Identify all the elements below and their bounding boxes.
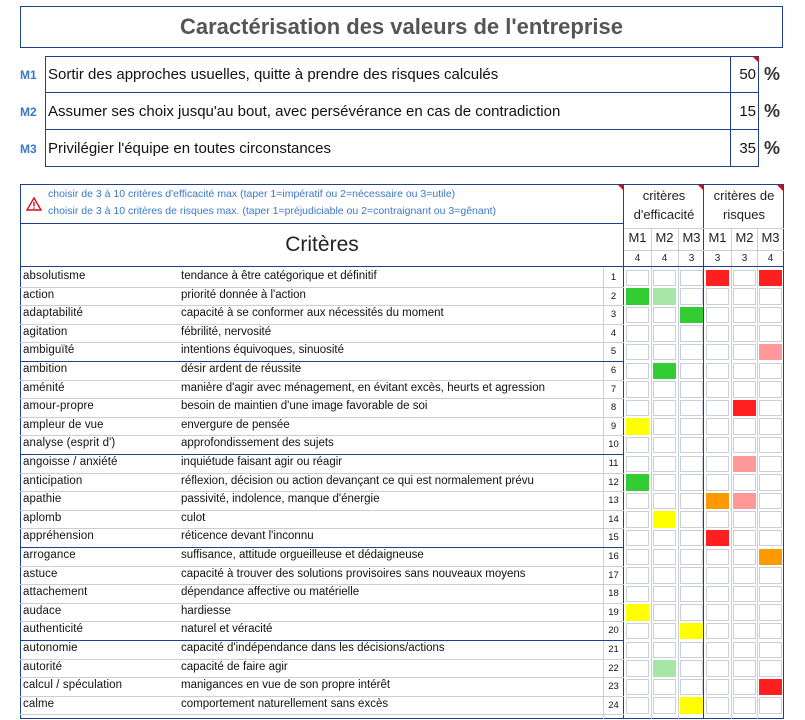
score-cell-r6-c4[interactable] <box>706 363 729 380</box>
score-cell-r9-c1[interactable] <box>626 418 649 435</box>
score-cell-r13-c1[interactable] <box>626 493 649 510</box>
score-cell-r7-c3[interactable] <box>680 381 703 398</box>
score-cell-r22-c3[interactable] <box>680 660 703 677</box>
criterion-description: priorité donnée à l'action <box>181 288 306 301</box>
criterion-description: capacité de faire agir <box>181 660 288 673</box>
score-cell-r9-c4[interactable] <box>706 418 729 435</box>
criterion-name: ambiguïté <box>23 344 75 357</box>
criterion-number: 13 <box>608 495 619 507</box>
score-cell-r4-c5[interactable] <box>733 325 756 342</box>
score-cell-r18-c4[interactable] <box>706 586 729 603</box>
value-row-m2 <box>20 93 783 130</box>
criterion-description: hardiesse <box>181 604 231 617</box>
score-cell-r22-c1[interactable] <box>626 660 649 677</box>
criterion-name: ambition <box>23 363 68 375</box>
column-code-4: M1 <box>708 230 727 245</box>
row-divider <box>20 435 624 436</box>
row-divider <box>20 380 624 381</box>
criterion-name: calme <box>23 697 55 710</box>
criterion-name: agitation <box>23 325 68 338</box>
score-cell-r24-c4[interactable] <box>706 697 729 714</box>
value-unit: % <box>763 101 780 121</box>
criterion-name: adaptabilité <box>23 307 84 320</box>
criterion-number: 2 <box>610 290 617 302</box>
score-cell-r15-c4[interactable] <box>706 530 729 547</box>
score-cell-r18-c3[interactable] <box>680 586 703 603</box>
score-cell-r22-c6[interactable] <box>759 660 782 677</box>
score-cell-r24-c5[interactable] <box>733 697 756 714</box>
row-divider <box>20 491 624 492</box>
criterion-number: 23 <box>608 681 619 693</box>
score-cell-r22-c5[interactable] <box>733 660 756 677</box>
divider <box>623 184 624 719</box>
column-count-6: 4 <box>767 253 774 264</box>
score-cell-r15-c6[interactable] <box>759 530 782 547</box>
score-cell-r7-c4[interactable] <box>706 381 729 398</box>
criterion-number: 12 <box>608 476 619 488</box>
score-cell-r6-c6[interactable] <box>759 363 782 380</box>
score-cell-r4-c2[interactable] <box>653 325 676 342</box>
criterion-number: 14 <box>608 513 619 525</box>
instruction-efficacite: choisir de 3 à 10 critères d'efficacité max (taper 1=impératif ou 2=nécessaire ou 3=utile) <box>48 188 456 200</box>
score-cell-r6-c2[interactable] <box>653 363 676 380</box>
score-cell-r10-c6[interactable] <box>759 437 782 454</box>
value-percent-field[interactable]: 50 <box>731 56 759 93</box>
warning-icon <box>26 197 42 211</box>
score-cell-r23-c6[interactable] <box>759 679 782 696</box>
score-cell-r16-c5[interactable] <box>733 549 756 566</box>
score-cell-r14-c5[interactable] <box>733 511 756 528</box>
criterion-number: 5 <box>610 346 617 358</box>
score-cell-r11-c1[interactable] <box>626 456 649 473</box>
score-cell-r23-c3[interactable] <box>680 679 703 696</box>
score-cell-r13-c6[interactable] <box>759 493 782 510</box>
criterion-description: dépendance affective ou matérielle <box>181 586 360 599</box>
score-cell-r16-c1[interactable] <box>626 549 649 566</box>
score-cell-r14-c4[interactable] <box>706 511 729 528</box>
criterion-name: analyse (esprit d') <box>23 437 116 450</box>
score-cell-r18-c1[interactable] <box>626 586 649 603</box>
value-unit: % <box>763 138 780 158</box>
comment-marker-icon <box>777 185 783 191</box>
criterion-number: 18 <box>608 588 619 600</box>
score-cell-r6-c1[interactable] <box>626 363 649 380</box>
criterion-number: 9 <box>610 420 617 432</box>
score-cell-r2-c6[interactable] <box>759 288 782 305</box>
criterion-number: 19 <box>608 606 619 618</box>
score-cell-r19-c5[interactable] <box>733 604 756 621</box>
score-cell-r7-c2[interactable] <box>653 381 676 398</box>
criterion-description: manigances en vue de son propre intérêt <box>181 679 391 692</box>
criterion-description: suffisance, attitude orgueilleuse et dédaigneuse <box>181 549 424 561</box>
criterion-description: réflexion, décision ou action devançant ce qui est normalement prévu <box>181 474 534 487</box>
score-cell-r21-c4[interactable] <box>706 642 729 659</box>
row-divider <box>20 361 624 362</box>
criterion-description: capacité à se conformer aux nécessités du moment <box>181 307 444 320</box>
score-cell-r2-c1[interactable] <box>626 288 649 305</box>
value-text-field[interactable]: Assumer ses choix jusqu'au bout, avec persévérance en cas de contradiction <box>45 93 731 130</box>
criterion-name: apathie <box>23 493 62 506</box>
score-cell-r2-c5[interactable] <box>733 288 756 305</box>
score-cell-r1-c3[interactable] <box>680 270 703 287</box>
score-cell-r1-c6[interactable] <box>759 270 782 287</box>
score-cell-r14-c1[interactable] <box>626 511 649 528</box>
score-cell-r18-c2[interactable] <box>653 586 676 603</box>
score-cell-r14-c6[interactable] <box>759 511 782 528</box>
grid-line <box>624 250 784 251</box>
score-cell-r23-c4[interactable] <box>706 679 729 696</box>
score-cell-r12-c2[interactable] <box>653 474 676 491</box>
column-count-4: 3 <box>714 253 721 264</box>
criterion-description: naturel et véracité <box>181 623 273 636</box>
divider <box>20 223 624 224</box>
criteria-header: Critères <box>285 233 359 256</box>
criterion-description: capacité d'indépendance dans les décisions/actions <box>181 642 445 654</box>
score-cell-r8-c4[interactable] <box>706 400 729 417</box>
score-cell-r12-c6[interactable] <box>759 474 782 491</box>
value-percent-field[interactable]: 35 <box>731 130 759 167</box>
score-cell-r8-c2[interactable] <box>653 400 676 417</box>
group-header-risques: critères de risques <box>713 188 775 222</box>
score-cell-r9-c3[interactable] <box>680 418 703 435</box>
instructions-box <box>22 186 622 222</box>
grid-line <box>731 228 732 719</box>
criterion-description: besoin de maintien d'une image favorable de soi <box>181 400 428 413</box>
score-cell-r2-c3[interactable] <box>680 288 703 305</box>
criterion-name: amour-propre <box>23 400 94 413</box>
score-cell-r8-c5[interactable] <box>733 400 756 417</box>
score-cell-r7-c5[interactable] <box>733 381 756 398</box>
score-cell-r13-c2[interactable] <box>653 493 676 510</box>
criterion-name: astuce <box>23 567 58 580</box>
criterion-description: envergure de pensée <box>181 418 290 431</box>
score-cell-r19-c6[interactable] <box>759 604 782 621</box>
criterion-description: tendance à être catégorique et définitif <box>181 270 377 282</box>
score-cell-r23-c1[interactable] <box>626 679 649 696</box>
score-cell-r20-c1[interactable] <box>626 623 649 640</box>
criterion-number: 8 <box>610 402 617 414</box>
score-cell-r16-c4[interactable] <box>706 549 729 566</box>
grid-line <box>651 228 652 719</box>
row-divider <box>20 417 624 418</box>
grid-line <box>757 228 758 719</box>
score-cell-r22-c4[interactable] <box>706 660 729 677</box>
row-divider <box>20 287 624 288</box>
score-cell-r7-c6[interactable] <box>759 381 782 398</box>
criterion-name: action <box>23 288 55 301</box>
score-cell-r5-c1[interactable] <box>626 344 649 361</box>
criterion-description: manière d'agir avec ménagement, en évitant excès, heurts et agression <box>181 381 546 394</box>
column-count-1: 4 <box>634 253 641 264</box>
divider <box>20 266 624 267</box>
score-cell-r5-c6[interactable] <box>759 344 782 361</box>
score-cell-r21-c3[interactable] <box>680 642 703 659</box>
score-cell-r5-c2[interactable] <box>653 344 676 361</box>
score-cell-r23-c5[interactable] <box>733 679 756 696</box>
score-cell-r20-c6[interactable] <box>759 623 782 640</box>
score-cell-r9-c2[interactable] <box>653 418 676 435</box>
score-cell-r21-c6[interactable] <box>759 642 782 659</box>
score-cell-r17-c3[interactable] <box>680 567 703 584</box>
score-cell-r19-c4[interactable] <box>706 604 729 621</box>
score-cell-r15-c5[interactable] <box>733 530 756 547</box>
score-cell-r11-c5[interactable] <box>733 456 756 473</box>
criterion-description: capacité à trouver des solutions provisoires sans nouveaux moyens <box>181 567 526 580</box>
criterion-number: 1 <box>610 272 617 283</box>
row-divider <box>20 677 624 678</box>
criterion-name: aménité <box>23 381 65 394</box>
criterion-number: 24 <box>608 699 619 711</box>
criterion-number: 11 <box>608 458 619 469</box>
row-divider <box>20 398 624 399</box>
value-code: M3 <box>20 141 37 156</box>
score-cell-r18-c6[interactable] <box>759 586 782 603</box>
score-cell-r20-c3[interactable] <box>680 623 703 640</box>
criterion-description: inquiétude faisant agir ou réagir <box>181 456 343 468</box>
column-count-2: 4 <box>661 253 668 264</box>
score-cell-r6-c3[interactable] <box>680 363 703 380</box>
row-divider <box>20 473 624 474</box>
score-cell-r10-c4[interactable] <box>706 437 729 454</box>
score-cell-r14-c2[interactable] <box>653 511 676 528</box>
criterion-name: autorité <box>23 660 63 673</box>
score-cell-r23-c2[interactable] <box>653 679 676 696</box>
score-cell-r18-c5[interactable] <box>733 586 756 603</box>
score-cell-r12-c1[interactable] <box>626 474 649 491</box>
divider <box>703 184 704 719</box>
criterion-name: audace <box>23 604 62 617</box>
row-divider <box>20 342 624 343</box>
score-cell-r20-c5[interactable] <box>733 623 756 640</box>
score-cell-r17-c5[interactable] <box>733 567 756 584</box>
criterion-name: calcul / spéculation <box>23 679 123 692</box>
score-cell-r3-c1[interactable] <box>626 307 649 324</box>
score-cell-r15-c1[interactable] <box>626 530 649 547</box>
criterion-description: comportement naturellement sans excès <box>181 697 389 710</box>
score-cell-r4-c3[interactable] <box>680 325 703 342</box>
criterion-description: fébrilité, nervosité <box>181 325 272 338</box>
criterion-number: 6 <box>610 365 617 376</box>
row-divider <box>20 659 624 660</box>
criterion-description: réticence devant l'inconnu <box>181 530 314 543</box>
score-cell-r5-c4[interactable] <box>706 344 729 361</box>
score-cell-r17-c1[interactable] <box>626 567 649 584</box>
row-divider <box>20 547 624 548</box>
score-cell-r17-c6[interactable] <box>759 567 782 584</box>
grid-line <box>624 228 784 229</box>
criterion-number: 3 <box>610 309 617 321</box>
column-code-3: M3 <box>682 230 701 245</box>
row-divider <box>20 714 624 715</box>
criterion-name: angoisse / anxiété <box>23 456 118 468</box>
criterion-name: absolutisme <box>23 270 86 282</box>
group-header-efficacite: critères d'efficacité <box>633 188 695 222</box>
column-code-2: M2 <box>655 230 674 245</box>
page-title-box <box>20 6 783 48</box>
score-cell-r13-c4[interactable] <box>706 493 729 510</box>
score-cell-r21-c5[interactable] <box>733 642 756 659</box>
criterion-number: 21 <box>608 644 619 655</box>
score-cell-r10-c5[interactable] <box>733 437 756 454</box>
score-cell-r1-c4[interactable] <box>706 270 729 287</box>
row-divider <box>20 621 624 622</box>
score-cell-r5-c3[interactable] <box>680 344 703 361</box>
row-divider <box>20 696 624 697</box>
column-count-3: 3 <box>688 253 695 264</box>
score-cell-r24-c3[interactable] <box>680 697 703 714</box>
criterion-name: anticipation <box>23 474 83 487</box>
row-divider <box>20 528 624 529</box>
value-text-field[interactable]: Sortir des approches usuelles, quitte à prendre des risques calculés <box>45 56 731 93</box>
row-divider <box>20 584 624 585</box>
score-cell-r12-c5[interactable] <box>733 474 756 491</box>
grid-line <box>678 228 679 719</box>
score-cell-r16-c6[interactable] <box>759 549 782 566</box>
criterion-description: désir ardent de réussite <box>181 363 302 375</box>
grid-line <box>603 268 604 719</box>
criterion-description: culot <box>181 511 206 524</box>
value-text-field[interactable]: Privilégier l'équipe en toutes circonstances <box>45 130 731 167</box>
score-cell-r12-c4[interactable] <box>706 474 729 491</box>
score-cell-r6-c5[interactable] <box>733 363 756 380</box>
score-cell-r8-c3[interactable] <box>680 400 703 417</box>
row-divider <box>20 566 624 567</box>
score-cell-r10-c3[interactable] <box>680 437 703 454</box>
criterion-number: 20 <box>608 625 619 637</box>
score-cell-r8-c6[interactable] <box>759 400 782 417</box>
score-cell-r19-c1[interactable] <box>626 604 649 621</box>
score-cell-r4-c4[interactable] <box>706 325 729 342</box>
divider <box>624 266 784 267</box>
score-cell-r14-c3[interactable] <box>680 511 703 528</box>
column-code-1: M1 <box>628 230 647 245</box>
value-code: M1 <box>20 67 37 82</box>
score-cell-r16-c2[interactable] <box>653 549 676 566</box>
page-title: Caractérisation des valeurs de l'entreprise <box>180 14 623 39</box>
score-cell-r24-c6[interactable] <box>759 697 782 714</box>
score-cell-r16-c3[interactable] <box>680 549 703 566</box>
criterion-number: 10 <box>608 439 619 451</box>
score-cell-r15-c2[interactable] <box>653 530 676 547</box>
column-count-5: 3 <box>741 253 748 264</box>
row-divider <box>20 603 624 604</box>
column-code-5: M2 <box>735 230 754 245</box>
score-cell-r5-c5[interactable] <box>733 344 756 361</box>
score-cell-r10-c2[interactable] <box>653 437 676 454</box>
value-row-m1 <box>20 56 783 93</box>
score-cell-r1-c5[interactable] <box>733 270 756 287</box>
score-cell-r1-c2[interactable] <box>653 270 676 287</box>
score-cell-r22-c2[interactable] <box>653 660 676 677</box>
row-divider <box>20 305 624 306</box>
score-cell-r21-c2[interactable] <box>653 642 676 659</box>
instruction-risques: choisir de 3 à 10 critères de risques max. (taper 1=préjudiciable ou 2=contraignant ou 3=gênant) <box>48 205 496 217</box>
criterion-name: appréhension <box>23 530 94 543</box>
score-cell-r1-c1[interactable] <box>626 270 649 287</box>
score-cell-r4-c1[interactable] <box>626 325 649 342</box>
score-cell-r3-c3[interactable] <box>680 307 703 324</box>
score-cell-r11-c2[interactable] <box>653 456 676 473</box>
value-code: M2 <box>20 104 37 119</box>
score-cell-r11-c6[interactable] <box>759 456 782 473</box>
criterion-name: aplomb <box>23 511 62 524</box>
score-cell-r12-c3[interactable] <box>680 474 703 491</box>
row-divider <box>20 454 624 455</box>
criterion-name: arrogance <box>23 549 76 561</box>
value-percent-field[interactable]: 15 <box>731 93 759 130</box>
criterion-name: ampleur de vue <box>23 418 104 431</box>
score-cell-r13-c5[interactable] <box>733 493 756 510</box>
score-cell-r19-c2[interactable] <box>653 604 676 621</box>
score-cell-r19-c3[interactable] <box>680 604 703 621</box>
score-cell-r3-c5[interactable] <box>733 307 756 324</box>
criterion-description: passivité, indolence, manque d'énergie <box>181 493 380 506</box>
criterion-name: autonomie <box>23 642 78 654</box>
score-cell-r10-c1[interactable] <box>626 437 649 454</box>
score-cell-r3-c2[interactable] <box>653 307 676 324</box>
score-cell-r17-c4[interactable] <box>706 567 729 584</box>
criterion-name: authenticité <box>23 623 84 636</box>
value-unit: % <box>763 64 780 84</box>
score-cell-r3-c6[interactable] <box>759 307 782 324</box>
score-cell-r4-c6[interactable] <box>759 325 782 342</box>
score-cell-r24-c1[interactable] <box>626 697 649 714</box>
criterion-number: 22 <box>608 662 619 674</box>
score-cell-r9-c5[interactable] <box>733 418 756 435</box>
score-cell-r13-c3[interactable] <box>680 493 703 510</box>
score-cell-r20-c2[interactable] <box>653 623 676 640</box>
row-divider <box>20 640 624 641</box>
criterion-name: attachement <box>23 586 88 599</box>
score-cell-r21-c1[interactable] <box>626 642 649 659</box>
score-cell-r11-c4[interactable] <box>706 456 729 473</box>
row-divider <box>20 510 624 511</box>
column-code-6: M3 <box>761 230 780 245</box>
comment-marker-icon <box>753 57 759 63</box>
criterion-number: 17 <box>608 569 619 581</box>
score-cell-r7-c1[interactable] <box>626 381 649 398</box>
row-divider <box>20 324 624 325</box>
criterion-number: 4 <box>610 327 617 339</box>
score-cell-r24-c2[interactable] <box>653 697 676 714</box>
criterion-number: 15 <box>608 532 619 544</box>
score-cell-r2-c2[interactable] <box>653 288 676 305</box>
criterion-description: intentions équivoques, sinuosité <box>181 344 345 357</box>
score-cell-r17-c2[interactable] <box>653 567 676 584</box>
value-row-m3 <box>20 130 783 167</box>
score-cell-r8-c1[interactable] <box>626 400 649 417</box>
criterion-number: 16 <box>608 551 619 562</box>
score-cell-r9-c6[interactable] <box>759 418 782 435</box>
score-cell-r15-c3[interactable] <box>680 530 703 547</box>
criterion-description: approfondissement des sujets <box>181 437 334 450</box>
criterion-number: 7 <box>610 383 617 395</box>
score-cell-r2-c4[interactable] <box>706 288 729 305</box>
score-cell-r20-c4[interactable] <box>706 623 729 640</box>
score-cell-r3-c4[interactable] <box>706 307 729 324</box>
score-cell-r11-c3[interactable] <box>680 456 703 473</box>
